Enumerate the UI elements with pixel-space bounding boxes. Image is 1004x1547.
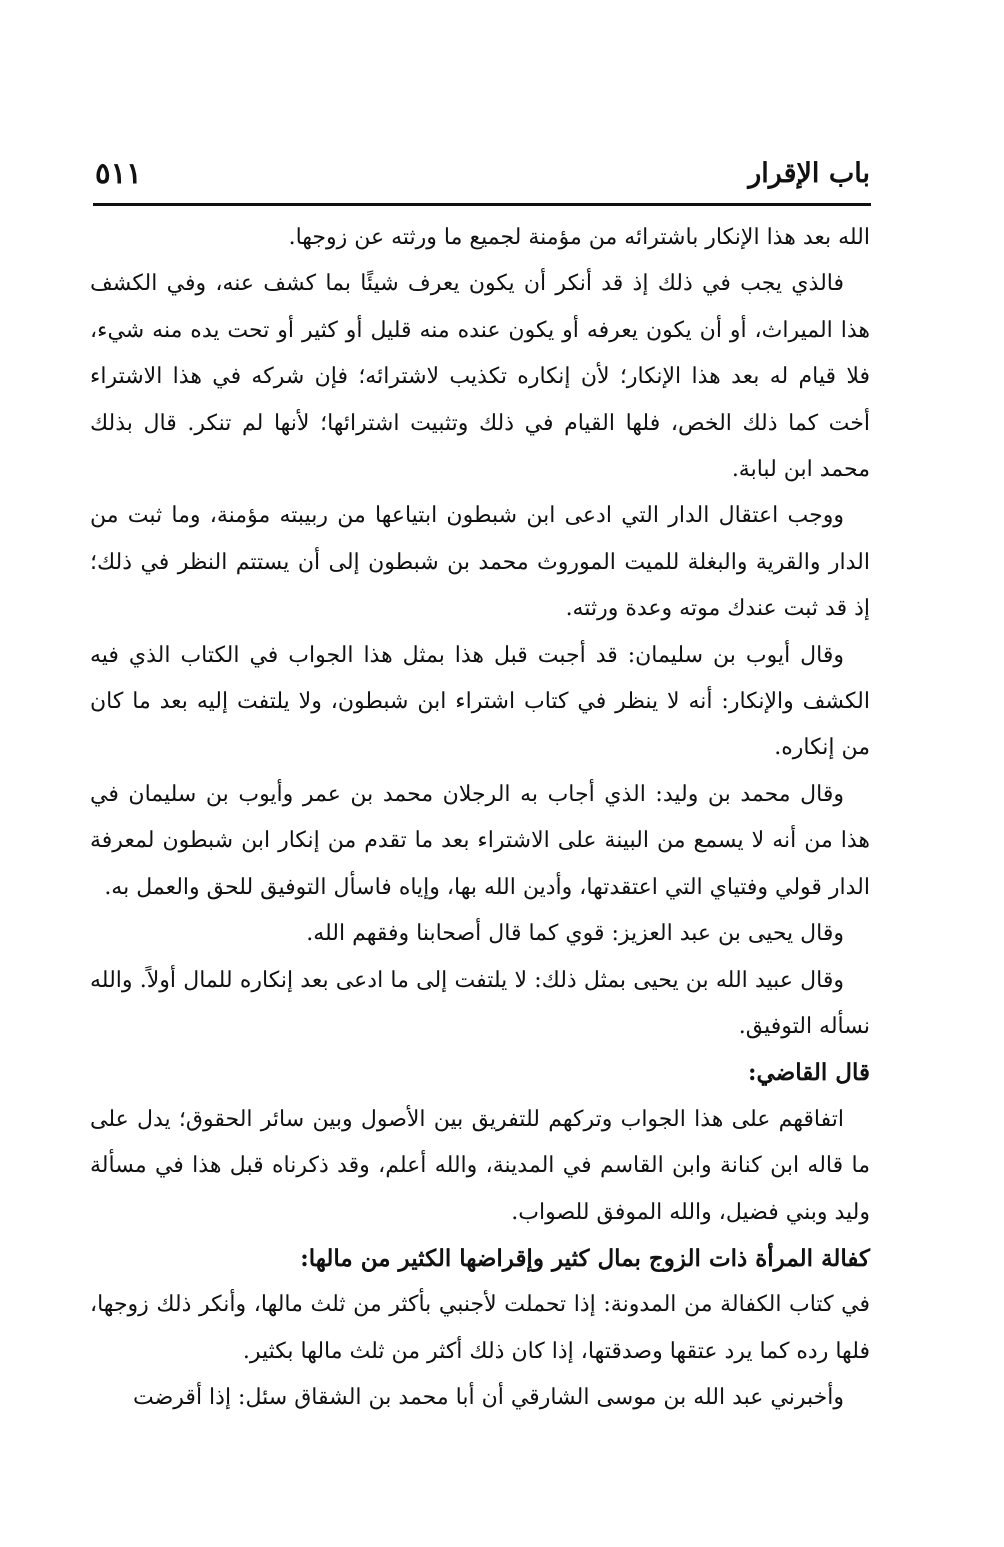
- paragraph: في كتاب الكفالة من المدونة: إذا تحملت لأجنبي بأكثر من ثلث مالها، وأنكر ذلك زوجها، فلها رده كما يرد عتقها وصدقتها، إذا كان ذلك أكثر من ثلث مالها بكثير.: [90, 1292, 870, 1364]
- paragraph: وقال يحيى بن عبد العزيز: قوي كما قال أصحابنا وفقهم الله.: [306, 921, 844, 947]
- paragraph: وأخبرني عبد الله بن موسى الشارقي أن أبا محمد بن الشقاق سئل: إذا أقرضت: [133, 1385, 844, 1411]
- paragraph: الله بعد هذا الإنكار باشترائه من مؤمنة لجميع ما ورثته عن زوجها.: [288, 225, 870, 250]
- section-heading: قال القاضي:: [748, 1059, 870, 1087]
- page-body: [90, 215, 870, 1422]
- page-number: ٥١١: [95, 156, 142, 190]
- header-rule: [93, 203, 871, 206]
- paragraph: ووجب اعتقال الدار التي ادعى ابن شبطون ابتياعها من ربيبته مؤمنة، وما ثبت من الدار والقرية والبغلة للميت الموروث محمد بن شبطون إلى أن يستتم النظر في ذلك؛ إذ قد ثبت عندك موته وعدة ورثته.: [90, 503, 870, 622]
- paragraph: وقال عبيد الله بن يحيى بمثل ذلك: لا يلتفت إلى ما ادعى بعد إنكاره للمال أولاً. والله نسأله التوفيق.: [90, 967, 870, 1039]
- paragraph: فالذي يجب في ذلك إذ قد أنكر أن يكون يعرف شيئًا بما كشف عنه، وفي الكشف هذا الميراث، أو أن يكون يعرفه أو يكون عنده منه قليل أو كثير أو تحت يده منه شيء، فلا قيام له بعد هذا الإنكار؛ لأن إنكاره تكذيب لاشترائه؛ فإن شركه في هذا الاشتراء أخت كما ذلك الخص، فلها القيام في ذلك وتثبيت اشترائها؛ لأنها لم تنكر. قال بذلك محمد ابن لبابة.: [90, 271, 870, 483]
- chapter-title: باب الإقرار: [748, 158, 870, 189]
- paragraph: وقال أيوب بن سليمان: قد أجبت قبل هذا بمثل هذا الجواب في الكتاب الذي فيه الكشف والإنكار: أنه لا ينظر في كتاب اشتراء ابن شبطون، ولا يلتفت إليه بعد ما كان من إنكاره.: [90, 642, 871, 761]
- paragraph: اتفاقهم على هذا الجواب وتركهم للتفريق بين الأصول وبين سائر الحقوق؛ يدل على ما قاله ابن كنانة وابن القاسم في المدينة، والله أعلم، وقد ذكرناه قبل هذا في مسألة وليد وبني فضيل، والله الموفق للصواب.: [90, 1106, 870, 1225]
- running-header: [95, 150, 870, 200]
- paragraph: وقال محمد بن وليد: الذي أجاب به الرجلان محمد بن عمر وأيوب بن سليمان في هذا من أنه لا يسمع من البينة على الاشتراء بعد ما تقدم من إنكار ابن شبطون لمعرفة الدار قولي وفتياي التي اعتقدتها، وأدين الله بها، وإياه فاسأل التوفيق للحق والعمل به.: [90, 781, 870, 900]
- section-heading: كفالة المرأة ذات الزوج بمال كثير وإقراضها الكثير من مالها:: [300, 1244, 870, 1272]
